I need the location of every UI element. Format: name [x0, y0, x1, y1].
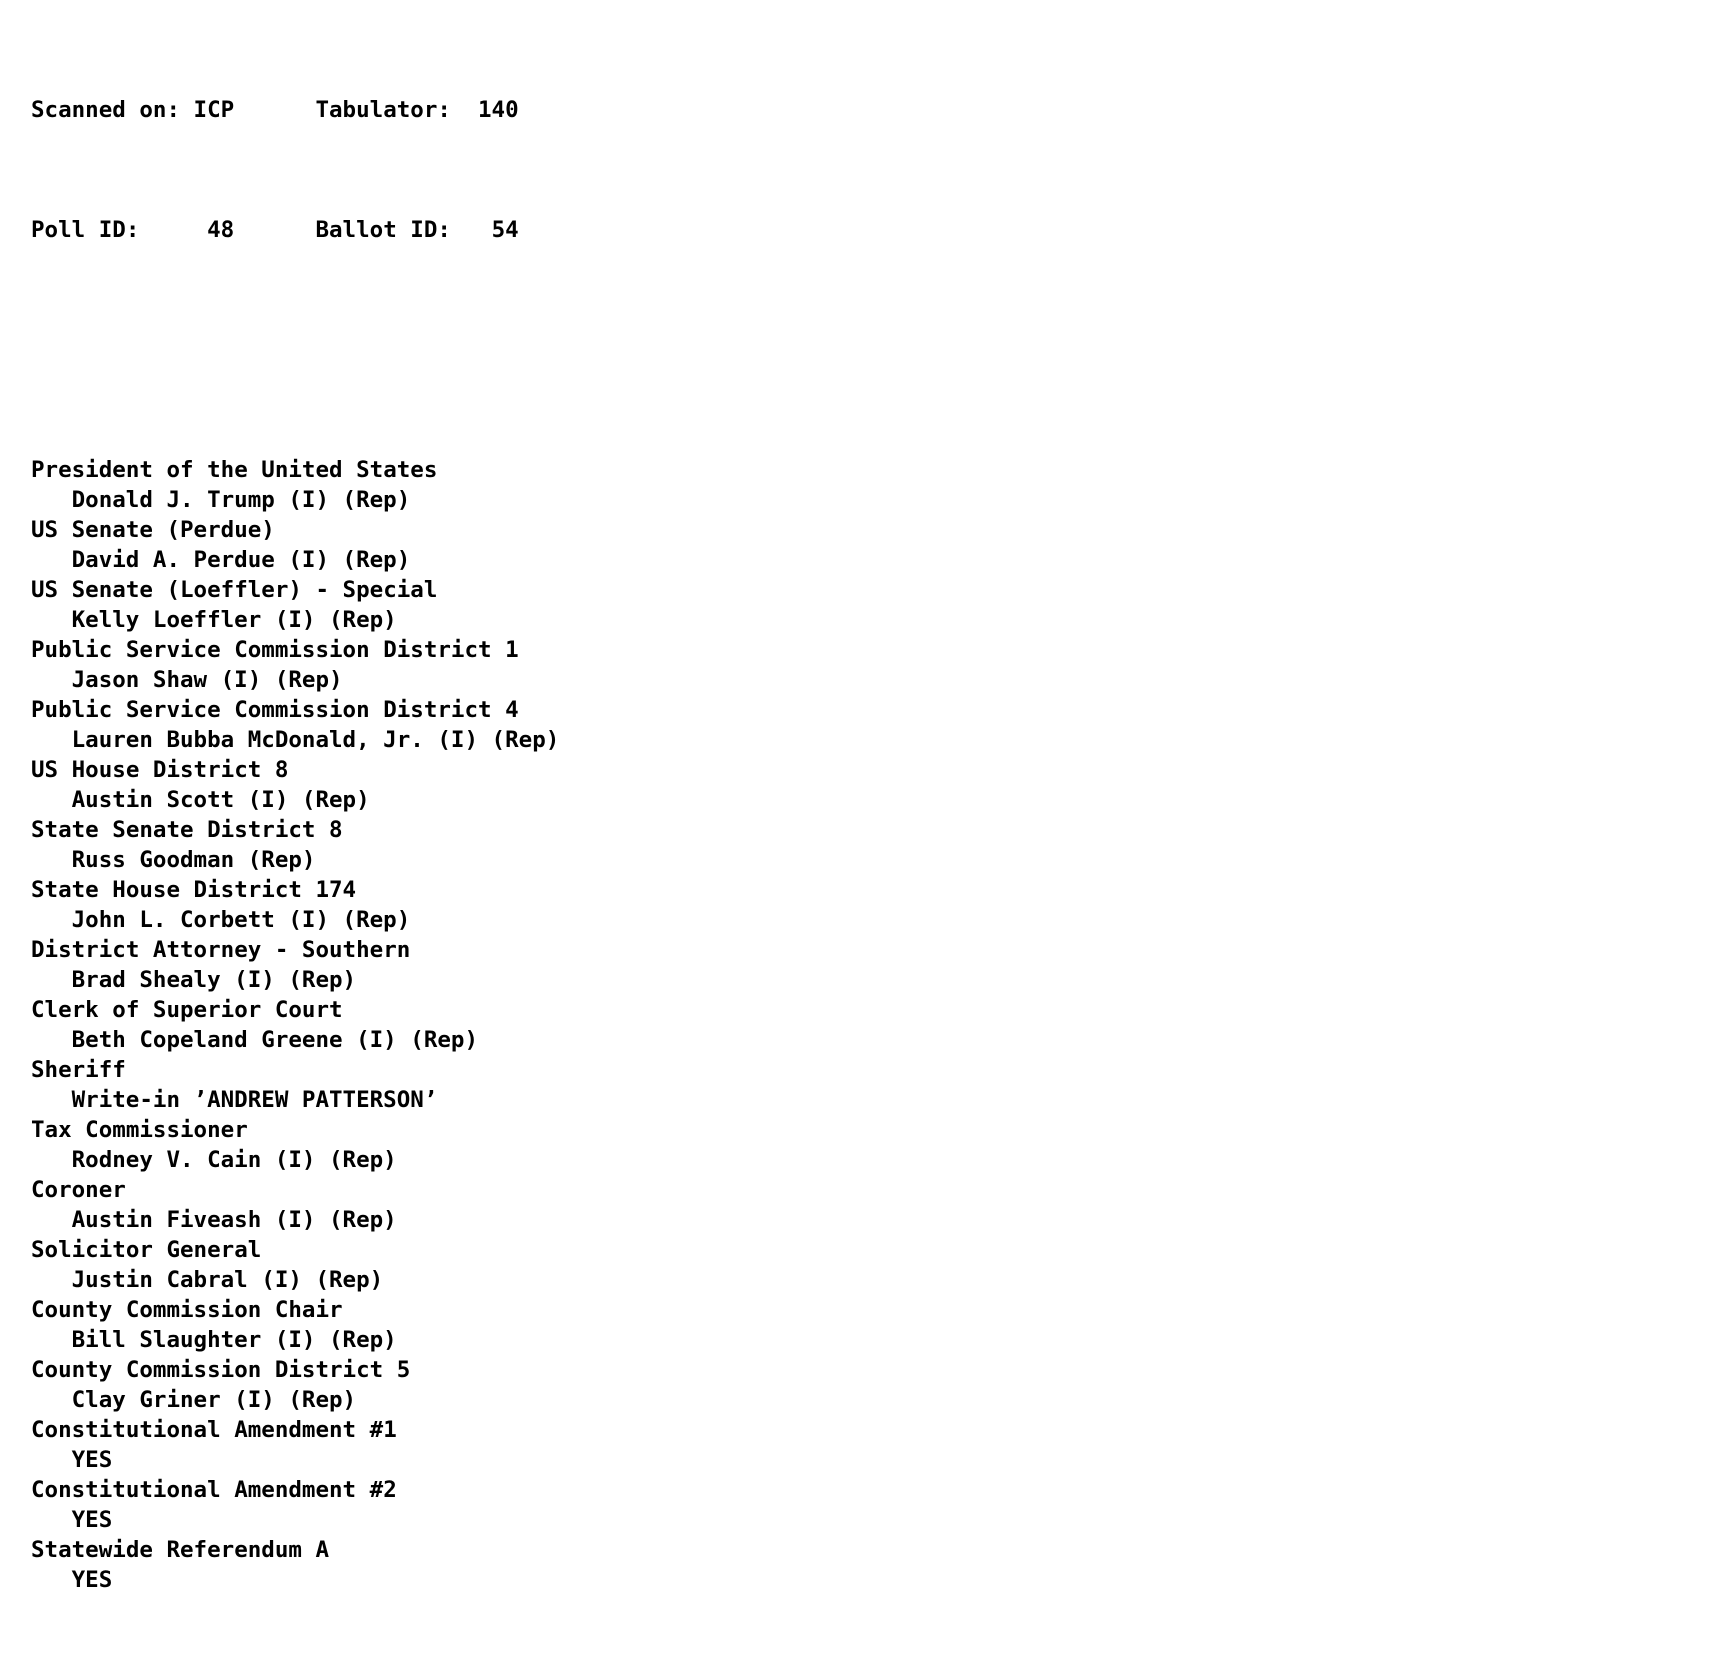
contest-title: US Senate (Loeffler) - Special [31, 577, 438, 603]
contest-selection: Brad Shealy (I) (Rep) [71, 967, 357, 993]
contest-selection: YES [71, 1567, 113, 1593]
contest-selection: Beth Copeland Greene (I) (Rep) [71, 1027, 479, 1053]
contest-selection: Russ Goodman (Rep) [71, 847, 316, 873]
scanned-on-label: Scanned on: [31, 97, 181, 123]
contest-selection: Kelly Loeffler (I) (Rep) [71, 607, 397, 633]
contest-selection: YES [71, 1447, 113, 1473]
contest-selection: Austin Fiveash (I) (Rep) [71, 1207, 397, 1233]
contest-list [31, 455, 559, 1595]
blank-line [31, 335, 559, 365]
contest-title: Sheriff [31, 1057, 126, 1083]
contest-selection: Jason Shaw (I) (Rep) [71, 667, 343, 693]
contest-selection: Rodney V. Cain (I) (Rep) [71, 1147, 397, 1173]
contest-title: President of the United States [31, 457, 438, 483]
contest-selection: Donald J. Trump (I) (Rep) [71, 487, 411, 513]
header-line-id-info [31, 215, 519, 245]
contest-title: Clerk of Superior Court [31, 997, 343, 1023]
contest-title: Constitutional Amendment #2 [31, 1477, 397, 1503]
contest-title: Statewide Referendum A [31, 1537, 330, 1563]
contest-title: Tax Commissioner [31, 1117, 248, 1143]
poll-id-label: Poll ID: [31, 217, 140, 243]
contest-selection: John L. Corbett (I) (Rep) [71, 907, 411, 933]
contest-title: Solicitor General [31, 1237, 262, 1263]
contest-selection: Bill Slaughter (I) (Rep) [71, 1327, 397, 1353]
contest-selection: YES [71, 1507, 113, 1533]
contest-title: US House District 8 [31, 757, 289, 783]
tabulator-value: 140 [478, 97, 519, 123]
contest-title: Coroner [31, 1177, 126, 1203]
contest-selection: Clay Griner (I) (Rep) [71, 1387, 357, 1413]
header-line-scan-info [31, 95, 519, 125]
contest-selection: Lauren Bubba McDonald, Jr. (I) (Rep) [71, 727, 560, 753]
tabulator-label: Tabulator: [315, 97, 451, 123]
contest-title: US Senate (Perdue) [31, 517, 275, 543]
ballot-id-value: 54 [491, 217, 519, 243]
contest-title: Public Service Commission District 1 [31, 637, 519, 663]
contest-title: County Commission Chair [31, 1297, 343, 1323]
contest-selection: Justin Cabral (I) (Rep) [71, 1267, 384, 1293]
contest-title: District Attorney - Southern [31, 937, 411, 963]
cast-vote-record-printout [31, 5, 559, 1655]
contest-title: State House District 174 [31, 877, 357, 903]
scanned-on-value: ICP [193, 97, 235, 123]
contest-title: State Senate District 8 [31, 817, 343, 843]
contest-title: Public Service Commission District 4 [31, 697, 519, 723]
contest-title: County Commission District 5 [31, 1357, 411, 1383]
contest-selection: David A. Perdue (I) (Rep) [71, 547, 411, 573]
contest-selection: Write-in ’ANDREW PATTERSON’ [71, 1087, 438, 1113]
contest-selection: Austin Scott (I) (Rep) [71, 787, 370, 813]
poll-id-value: 48 [207, 217, 235, 243]
contest-title: Constitutional Amendment #1 [31, 1417, 397, 1443]
ballot-id-label: Ballot ID: [315, 217, 451, 243]
